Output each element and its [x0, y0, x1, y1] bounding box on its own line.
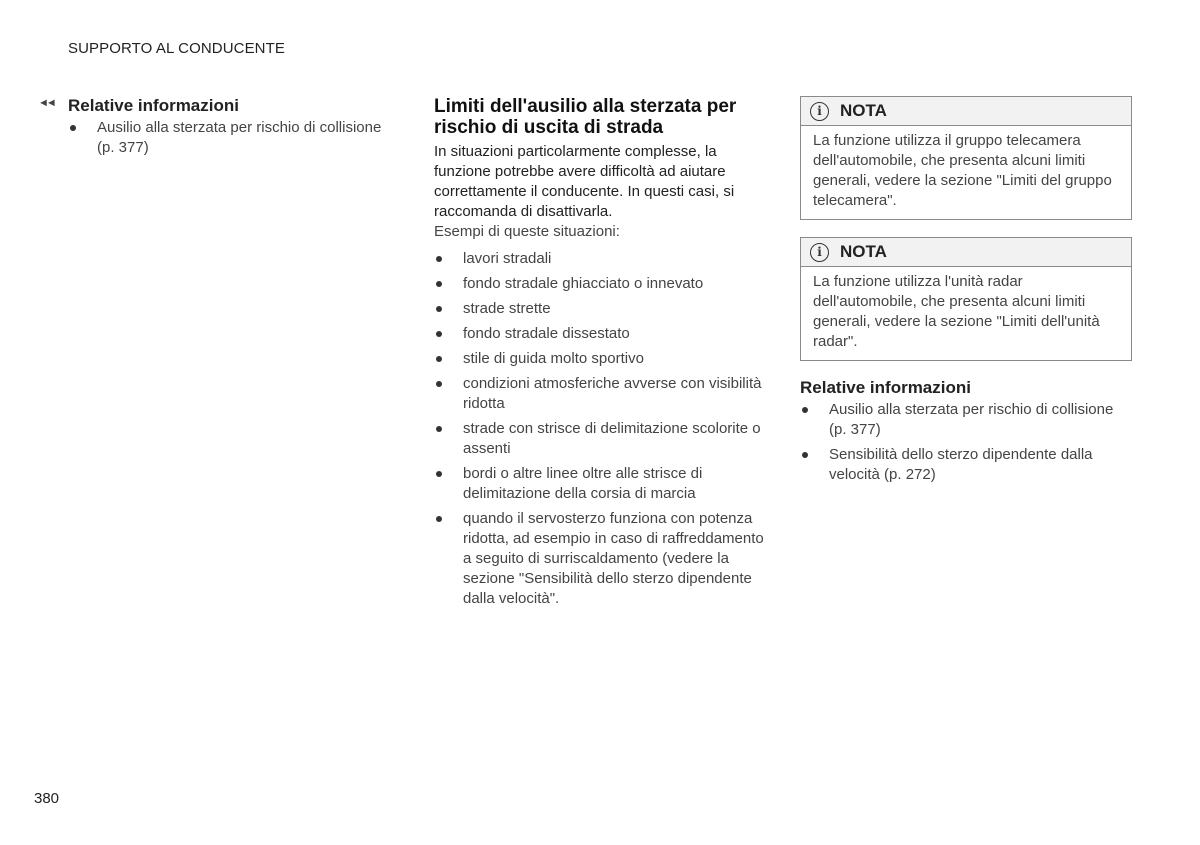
related-info-list: [38, 118, 388, 158]
list-item: strade strette: [434, 299, 770, 319]
info-icon: i: [810, 243, 829, 262]
intro-paragraph: In situazioni particolarmente complesse, la funzione potrebbe avere difficoltà ad aiutare correttamente il conducente. In questi casi, si raccomanda di disattivarla.: [434, 143, 735, 220]
list-item: fondo stradale ghiacciato o innevato: [434, 274, 770, 294]
right-column: [800, 96, 1132, 490]
list-item: fondo stradale dissestato: [434, 324, 770, 344]
section-title: Limiti dell'ausilio alla sterzata per rischio di uscita di strada: [434, 96, 737, 138]
note-box-radar: [800, 237, 1132, 361]
examples-intro: Esempi di queste situazioni:: [434, 223, 620, 240]
info-icon: i: [810, 102, 829, 121]
list-item: condizioni atmosferiche avverse con visibilità ridotta: [434, 374, 770, 414]
situations-list: [434, 249, 770, 609]
related-link[interactable]: Ausilio alla sterzata per rischio di collisione (p. 377): [68, 118, 388, 158]
list-item: quando il servosterzo funziona con potenza ridotta, ad esempio in caso di raffreddamento a seguito di surriscaldamento (vedere la sezione "Sensibilità dello sterzo dipendente dalla velocità".: [434, 509, 770, 609]
list-item: strade con strisce di delimitazione scolorite o assenti: [434, 419, 770, 459]
back-arrows-icon[interactable]: ◄◄: [38, 97, 54, 109]
related-info-title: Relative informazioni: [800, 378, 971, 397]
list-item: bordi o altre linee oltre alle strisce di delimitazione della corsia di marcia: [434, 464, 770, 504]
note-label: NOTA: [840, 242, 887, 261]
note-text: La funzione utilizza l'unità radar dell'automobile, che presenta alcuni limiti generali, vedere la sezione "Limiti dell'unità radar".: [813, 273, 1100, 350]
related-info-list: [800, 400, 1132, 485]
middle-column: [434, 96, 770, 614]
list-item: stile di guida molto sportivo: [434, 349, 770, 369]
left-column: [38, 96, 388, 163]
note-label: NOTA: [840, 101, 887, 120]
note-header: [801, 238, 1131, 267]
page-header: SUPPORTO AL CONDUCENTE: [68, 40, 285, 57]
list-item: lavori stradali: [434, 249, 770, 269]
related-link[interactable]: Ausilio alla sterzata per rischio di collisione (p. 377): [800, 400, 1132, 440]
page-number: 380: [34, 790, 60, 807]
related-link[interactable]: Sensibilità dello sterzo dipendente dalla velocità (p. 272): [800, 445, 1132, 485]
related-info-title: Relative informazioni: [68, 96, 239, 115]
note-text: La funzione utilizza il gruppo telecamera dell'automobile, che presenta alcuni limiti generali, vedere la sezione "Limiti del gruppo telecamera".: [813, 132, 1112, 209]
note-header: [801, 97, 1131, 126]
note-box-camera: [800, 96, 1132, 220]
